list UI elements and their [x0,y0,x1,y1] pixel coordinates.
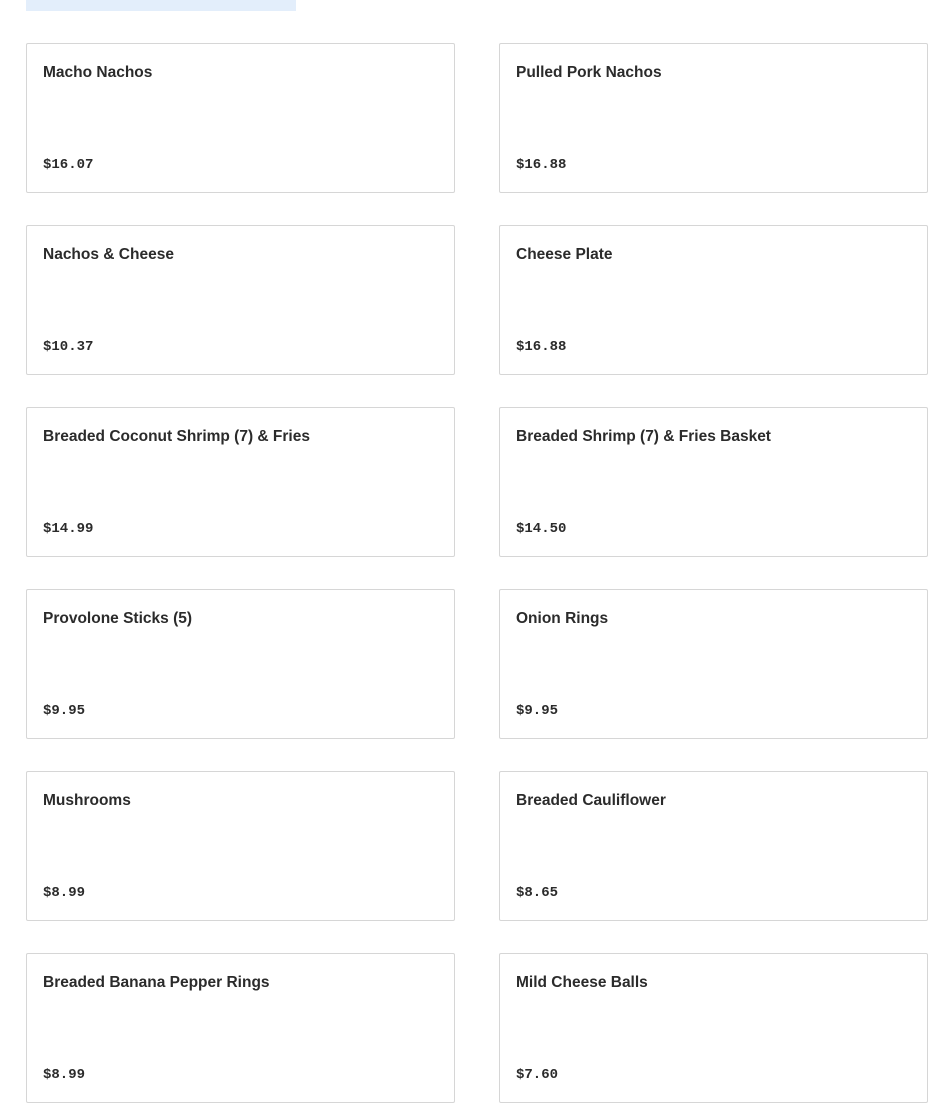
menu-item-name: Mushrooms [43,792,131,809]
menu-item-price: $9.95 [43,703,86,719]
menu-item-card[interactable] [26,225,455,375]
menu-item-name: Breaded Shrimp (7) & Fries Basket [516,428,771,445]
menu-item-card[interactable] [499,589,928,739]
menu-item-card[interactable] [26,43,455,193]
menu-item-price: $10.37 [43,339,94,355]
menu-item-name: Provolone Sticks (5) [43,610,193,627]
menu-item-card[interactable] [26,771,455,921]
menu-item-card[interactable] [26,589,455,739]
menu-item-name: Breaded Cauliflower [516,792,666,809]
menu-item-name: Cheese Plate [516,246,613,263]
menu-item-name: Breaded Coconut Shrimp (7) & Fries [43,428,310,445]
menu-item-price: $16.88 [516,339,567,355]
menu-item-price: $16.07 [43,157,94,173]
menu-item-card[interactable] [26,953,455,1103]
menu-item-card[interactable] [499,953,928,1103]
menu-item-card[interactable] [499,43,928,193]
menu-item-price: $9.95 [516,703,559,719]
menu-item-name: Macho Nachos [43,64,153,81]
menu-item-name: Onion Rings [516,610,609,627]
menu-item-grid [26,43,928,1103]
menu-item-price: $16.88 [516,157,567,173]
active-category-highlight [26,0,296,11]
menu-item-card[interactable] [26,407,455,557]
menu-item-price: $14.50 [516,521,567,537]
menu-item-price: $8.99 [43,885,86,901]
menu-item-price: $7.60 [516,1067,559,1083]
menu-item-name: Mild Cheese Balls [516,974,648,991]
menu-item-name: Nachos & Cheese [43,246,174,263]
menu-item-price: $14.99 [43,521,94,537]
menu-item-card[interactable] [499,407,928,557]
menu-item-name: Breaded Banana Pepper Rings [43,974,270,991]
menu-item-price: $8.99 [43,1067,86,1083]
menu-item-name: Pulled Pork Nachos [516,64,662,81]
menu-item-card[interactable] [499,771,928,921]
menu-item-card[interactable] [499,225,928,375]
menu-item-price: $8.65 [516,885,559,901]
